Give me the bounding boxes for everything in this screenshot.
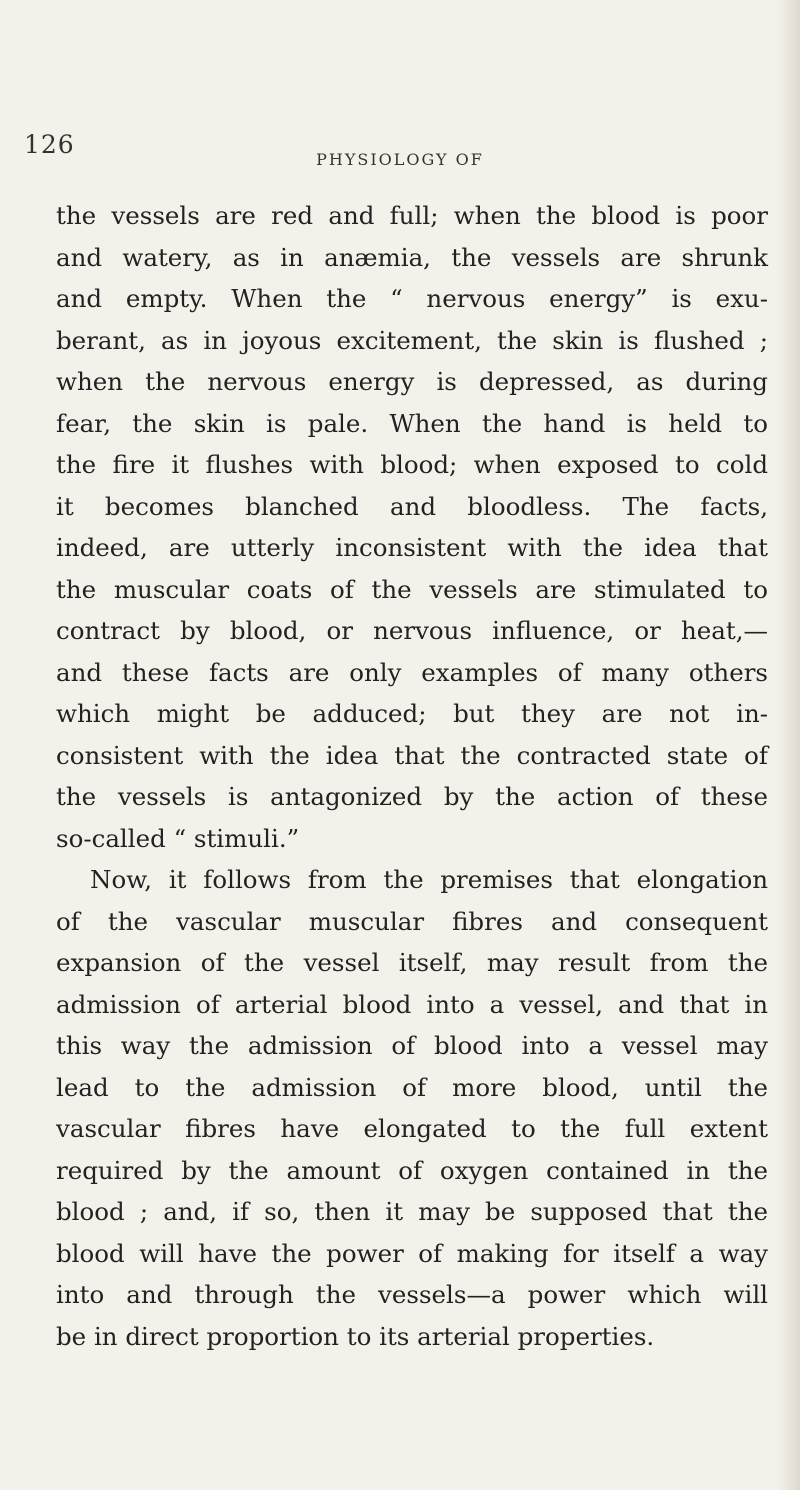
- text-line: expansion of the vessel itself, may result from the: [56, 948, 768, 977]
- text-line: and these facts are only examples of many others: [56, 657, 768, 687]
- text-line: and empty. When the “ nervous energy” is exu-: [56, 284, 768, 313]
- text-line: Now, it follows from the premises that elongation: [90, 865, 768, 894]
- text-line: contract by blood, or nervous influence, or heat,—: [56, 616, 768, 645]
- text-line: and watery, as in anæmia, the vessels are shrunk: [56, 242, 768, 272]
- text-line: fear, the skin is pale. When the hand is held to: [56, 408, 768, 438]
- paragraph: [56, 859, 768, 1357]
- page-number: 126: [24, 130, 75, 159]
- text-line: indeed, are utterly inconsistent with the idea that: [56, 533, 768, 562]
- text-line: when the nervous energy is depressed, as during: [56, 367, 768, 396]
- text-line: the fire it flushes with blood; when exposed to cold: [56, 450, 768, 479]
- text-line: be in direct proportion to its arterial properties.: [56, 1321, 655, 1351]
- text-line: the vessels are red and full; when the blood is poor: [56, 201, 768, 230]
- text-line: into and through the vessels—a power which will: [56, 1280, 768, 1309]
- text-line: it becomes blanched and bloodless. The facts,: [56, 491, 768, 521]
- page-edge-shadow: [778, 0, 800, 1490]
- text-line: consistent with the idea that the contracted state of: [56, 740, 768, 770]
- body-text: [56, 195, 768, 1357]
- text-line: the muscular coats of the vessels are stimulated to: [56, 574, 768, 604]
- paragraph: [56, 195, 768, 859]
- text-line: blood ; and, if so, then it may be supposed that the: [56, 1197, 768, 1226]
- text-line: the vessels is antagonized by the action of these: [56, 782, 768, 811]
- text-line: of the vascular muscular fibres and consequent: [56, 906, 768, 936]
- text-line: which might be adduced; but they are not in-: [56, 699, 768, 728]
- text-line: admission of arterial blood into a vessel, and that in: [56, 989, 768, 1019]
- text-line: berant, as in joyous excitement, the skin is flushed ;: [56, 325, 768, 355]
- text-line: so-called “ stimuli.”: [56, 823, 300, 853]
- running-head: PHYSIOLOGY OF: [316, 150, 484, 169]
- text-line: required by the amount of oxygen contained in the: [56, 1155, 768, 1185]
- text-line: blood will have the power of making for itself a way: [56, 1238, 768, 1268]
- text-line: vascular fibres have elongated to the full extent: [56, 1114, 768, 1143]
- text-line: this way the admission of blood into a vessel may: [56, 1031, 768, 1060]
- text-line: lead to the admission of more blood, until the: [56, 1072, 768, 1102]
